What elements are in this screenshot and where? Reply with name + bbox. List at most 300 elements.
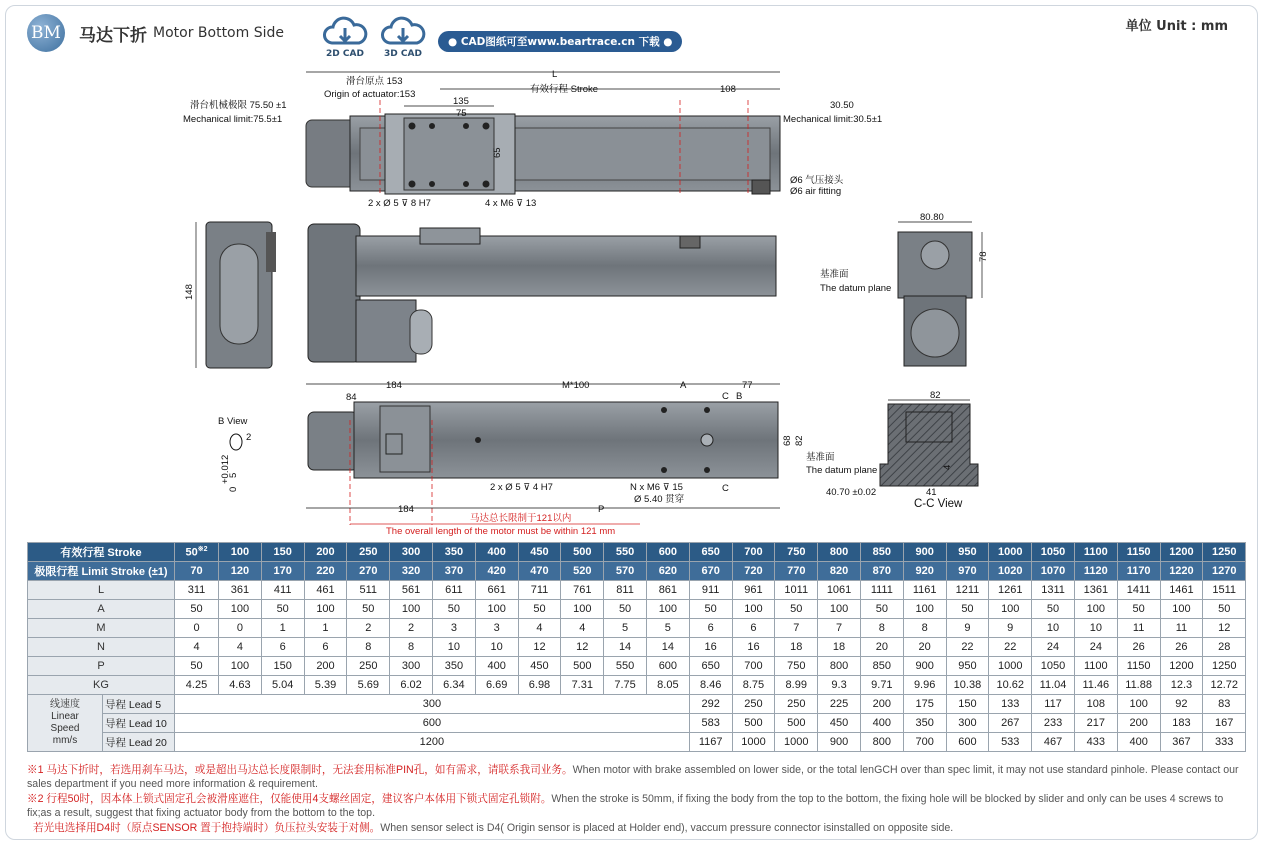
speed-cell: 250 — [732, 695, 775, 714]
stroke-cell: 700 — [732, 543, 775, 562]
table-cell: 8 — [903, 619, 946, 638]
table-cell: 600 — [646, 657, 689, 676]
speed-cell: 300 — [946, 714, 989, 733]
spec-table — [27, 542, 1246, 752]
table-cell: 1011 — [775, 581, 818, 600]
table-cell: 461 — [304, 581, 347, 600]
top-view — [306, 100, 780, 196]
table-cell: 10 — [1074, 619, 1117, 638]
speed-cell: 233 — [1032, 714, 1075, 733]
stroke-cell: 550 — [604, 543, 647, 562]
table-cell: 1 — [261, 619, 304, 638]
table-cell: 50 — [860, 600, 903, 619]
table-cell: 100 — [219, 657, 262, 676]
stroke-cell: 1000 — [989, 543, 1032, 562]
limit-cell: 1020 — [989, 562, 1032, 581]
table-row — [28, 638, 1246, 657]
notes — [27, 764, 1242, 838]
table-cell: 4.25 — [175, 676, 219, 695]
limit-cell: 820 — [818, 562, 861, 581]
limit-cell: 120 — [219, 562, 262, 581]
row-label: KG — [28, 676, 175, 695]
speed-cell: 83 — [1203, 695, 1246, 714]
dim-80: 80.80 — [920, 212, 944, 223]
table-cell: 10.62 — [989, 676, 1032, 695]
page-title-cn: 马达下折 — [79, 25, 147, 46]
speed-cell: 150 — [946, 695, 989, 714]
table-cell: 100 — [304, 600, 347, 619]
table-row — [28, 581, 1246, 600]
table-row — [28, 619, 1246, 638]
table-cell: 1150 — [1117, 657, 1160, 676]
table-cell: 3 — [432, 619, 475, 638]
speed-cell: 533 — [989, 733, 1032, 752]
speed-cell: 108 — [1074, 695, 1117, 714]
page-title-en: Motor Bottom Side — [153, 25, 284, 41]
table-cell: 1361 — [1074, 581, 1117, 600]
table-cell: 50 — [1203, 600, 1246, 619]
table-cell: 10.38 — [946, 676, 989, 695]
limit-cell: 470 — [518, 562, 561, 581]
row-label: A — [28, 600, 175, 619]
table-cell: 24 — [1032, 638, 1075, 657]
b-view-tol: +0.012 — [220, 454, 231, 484]
dim-A: A — [680, 380, 687, 391]
dim-L: L — [552, 69, 558, 80]
table-cell: 50 — [946, 600, 989, 619]
mech-limit-cn: 滑台机械极限 75.50 ±1 — [190, 100, 287, 111]
table-cell: 9 — [989, 619, 1032, 638]
dim-135: 135 — [453, 96, 469, 107]
table-cell: 8 — [860, 619, 903, 638]
speed-cell: 1000 — [775, 733, 818, 752]
table-cell: 4 — [219, 638, 262, 657]
table-cell: 50 — [1032, 600, 1075, 619]
lead-label: 导程 Lead 20 — [103, 733, 175, 752]
speed-cell: 292 — [689, 695, 732, 714]
table-cell: 7 — [818, 619, 861, 638]
stroke-cell: 450 — [518, 543, 561, 562]
table-cell: 1311 — [1032, 581, 1075, 600]
speed-cell: 500 — [732, 714, 775, 733]
table-cell: 6 — [304, 638, 347, 657]
stroke-cell: 650 — [689, 543, 732, 562]
table-cell: 250 — [347, 657, 390, 676]
table-cell: 100 — [903, 600, 946, 619]
speed-cell: 400 — [1117, 733, 1160, 752]
table-cell: 12.3 — [1160, 676, 1203, 695]
table-cell: 1461 — [1160, 581, 1203, 600]
table-cell: 200 — [304, 657, 347, 676]
table-cell: 100 — [390, 600, 433, 619]
cc-view-title: C-C View — [914, 498, 963, 510]
table-cell: 8 — [347, 638, 390, 657]
stroke-cell: 150 — [261, 543, 304, 562]
table-cell: 761 — [561, 581, 604, 600]
table-cell: 22 — [946, 638, 989, 657]
dim-184: 184 — [386, 380, 402, 391]
table-cell: 811 — [604, 581, 647, 600]
stroke-cell: 950 — [946, 543, 989, 562]
table-cell: 1111 — [860, 581, 903, 600]
limit-cell: 1220 — [1160, 562, 1203, 581]
speed-cell: 133 — [989, 695, 1032, 714]
table-cell: 7 — [775, 619, 818, 638]
table-cell: 350 — [432, 657, 475, 676]
table-cell: 611 — [432, 581, 475, 600]
row-label: L — [28, 581, 175, 600]
table-cell: 4 — [561, 619, 604, 638]
table-cell: 9.71 — [860, 676, 903, 695]
speed-cell: 267 — [989, 714, 1032, 733]
note-2: ※2 行程50时，因本体上锁式固定孔会被滑座遮住，仅能使用4支螺丝固定，建议客户本体用下锁式固定孔锁附。When the stroke is 50mm, if fixing the body from the top to the bottom, the fixing hole will be blocked by slider and only can be uses 4 screws to fix;as a result, suggest that fixing actuator body from the bottom to the top. — [27, 793, 1224, 819]
row-label: P — [28, 657, 175, 676]
table-cell: 11.46 — [1074, 676, 1117, 695]
section-C-bottom: C — [722, 483, 729, 494]
datum-cn: 基准面 — [820, 269, 849, 280]
table-cell: 0 — [175, 619, 219, 638]
limit-cell: 920 — [903, 562, 946, 581]
table-cell: 100 — [646, 600, 689, 619]
limit-cell: 320 — [390, 562, 433, 581]
table-cell: 7.31 — [561, 676, 604, 695]
limit-cell: 1070 — [1032, 562, 1075, 581]
stroke-cell: 750 — [775, 543, 818, 562]
mech-limit-r-en: Mechanical limit:30.5±1 — [783, 114, 883, 125]
table-cell: 26 — [1160, 638, 1203, 657]
table-cell: 50 — [775, 600, 818, 619]
table-cell: 150 — [261, 657, 304, 676]
table-cell: 361 — [219, 581, 262, 600]
table-cell: 561 — [390, 581, 433, 600]
stroke-cell: 800 — [818, 543, 861, 562]
table-cell: 400 — [475, 657, 518, 676]
table-cell: 8.46 — [689, 676, 732, 695]
stroke-cell: 100 — [219, 543, 262, 562]
limit-cell: 1120 — [1074, 562, 1117, 581]
limit-cell: 1270 — [1203, 562, 1246, 581]
speed-cell: 1000 — [732, 733, 775, 752]
dim-4070: 40.70 ±0.02 — [826, 487, 877, 498]
table-cell: 311 — [175, 581, 219, 600]
speed-cell: 200 — [860, 695, 903, 714]
table-cell: 20 — [903, 638, 946, 657]
dim-77: 77 — [742, 380, 753, 391]
table-cell: 11 — [1117, 619, 1160, 638]
stroke-cell: 1100 — [1074, 543, 1117, 562]
table-cell: 50 — [1117, 600, 1160, 619]
speed-cell: 600 — [946, 733, 989, 752]
unit-label: 单位 Unit : mm — [1125, 19, 1228, 34]
stroke-cell: 200 — [304, 543, 347, 562]
limit-cell: 870 — [860, 562, 903, 581]
table-cell: 4 — [175, 638, 219, 657]
table-cell: 6.98 — [518, 676, 561, 695]
table-cell: 5 — [646, 619, 689, 638]
speed-merged-cell: 1200 — [175, 733, 690, 752]
speed-cell: 250 — [775, 695, 818, 714]
speed-cell: 333 — [1203, 733, 1246, 752]
table-cell: 1200 — [1160, 657, 1203, 676]
speed-cell: 175 — [903, 695, 946, 714]
table-cell: 12 — [518, 638, 561, 657]
table-cell: 1411 — [1117, 581, 1160, 600]
speed-cell: 467 — [1032, 733, 1075, 752]
limit-cell: 220 — [304, 562, 347, 581]
speed-merged-cell: 600 — [175, 714, 690, 733]
table-cell: 661 — [475, 581, 518, 600]
speed-cell: 900 — [818, 733, 861, 752]
speed-row — [28, 733, 1246, 752]
stroke-header-row — [28, 543, 1246, 562]
stroke-cell: 900 — [903, 543, 946, 562]
stroke-cell: 500 — [561, 543, 604, 562]
stroke-cell: 1250 — [1203, 543, 1246, 562]
table-cell: 800 — [818, 657, 861, 676]
limit-cell: 570 — [604, 562, 647, 581]
table-cell: 7.75 — [604, 676, 647, 695]
table-cell: 10 — [475, 638, 518, 657]
side-view-main — [308, 224, 776, 362]
speed-cell: 583 — [689, 714, 732, 733]
table-cell: 50 — [432, 600, 475, 619]
cad-download-banner[interactable]: ● CAD图纸可至www.beartrace.cn 下载 ● — [438, 31, 682, 52]
mech-limit-en: Mechanical limit:75.5±1 — [183, 114, 283, 125]
limit-cell: 670 — [689, 562, 732, 581]
table-cell: 5.04 — [261, 676, 304, 695]
table-cell: 12 — [1203, 619, 1246, 638]
table-cell: 50 — [175, 657, 219, 676]
dim-78: 78 — [978, 251, 989, 262]
table-cell: 50 — [518, 600, 561, 619]
b-view-5: 5 — [228, 472, 239, 478]
dim-148: 148 — [184, 284, 195, 300]
table-cell: 711 — [518, 581, 561, 600]
dim-68: 68 — [782, 435, 793, 446]
stroke-header: 有效行程 Stroke — [28, 543, 175, 562]
table-row — [28, 676, 1246, 695]
dim-P: P — [598, 504, 605, 515]
table-cell: 18 — [775, 638, 818, 657]
motor-limit-cn: 马达总长限制于121以内 — [470, 513, 572, 524]
origin-en: Origin of actuator:153 — [324, 89, 416, 100]
speed-cell: 450 — [818, 714, 861, 733]
table-cell: 100 — [818, 600, 861, 619]
mech-limit-r-cn: 30.50 — [830, 100, 854, 111]
table-cell: 50 — [261, 600, 304, 619]
limit-cell: 720 — [732, 562, 775, 581]
table-cell: 1211 — [946, 581, 989, 600]
table-cell: 1050 — [1032, 657, 1075, 676]
hole-spec-1: 2 x Ø 5 ⊽ 8 H7 — [368, 198, 431, 209]
view-B-marker: B — [736, 391, 743, 402]
table-cell: 11.04 — [1032, 676, 1075, 695]
dim-108: 108 — [720, 84, 736, 95]
table-cell: 1 — [304, 619, 347, 638]
air-fitting-en: Ø6 air fitting — [790, 186, 842, 197]
table-cell: 16 — [732, 638, 775, 657]
table-cell: 950 — [946, 657, 989, 676]
table-cell: 5.69 — [347, 676, 390, 695]
limit-cell: 420 — [475, 562, 518, 581]
speed-cell: 217 — [1074, 714, 1117, 733]
table-cell: 900 — [903, 657, 946, 676]
table-cell: 50 — [175, 600, 219, 619]
table-cell: 2 — [390, 619, 433, 638]
hole-spec-3: 2 x Ø 5 ⊽ 4 H7 — [490, 482, 553, 493]
speed-cell: 350 — [903, 714, 946, 733]
table-cell: 6.02 — [390, 676, 433, 695]
speed-cell: 433 — [1074, 733, 1117, 752]
bottom-view — [308, 402, 778, 525]
table-cell: 6 — [732, 619, 775, 638]
table-cell: 500 — [561, 657, 604, 676]
table-cell: 11.88 — [1117, 676, 1160, 695]
limit-cell: 520 — [561, 562, 604, 581]
table-cell: 1100 — [1074, 657, 1117, 676]
limit-cell: 170 — [261, 562, 304, 581]
table-cell: 5 — [604, 619, 647, 638]
table-cell: 100 — [219, 600, 262, 619]
table-cell: 9.96 — [903, 676, 946, 695]
table-cell: 9 — [946, 619, 989, 638]
speed-cell: 100 — [1117, 695, 1160, 714]
table-cell: 300 — [390, 657, 433, 676]
stroke-cell: 250 — [347, 543, 390, 562]
row-label: M — [28, 619, 175, 638]
speed-cell: 367 — [1160, 733, 1203, 752]
speed-cell: 200 — [1117, 714, 1160, 733]
speed-label: 线速度 Linear Speed mm/s — [28, 695, 103, 752]
speed-cell: 500 — [775, 714, 818, 733]
limit-header-row — [28, 562, 1246, 581]
table-cell: 16 — [689, 638, 732, 657]
stroke-cell: 600 — [646, 543, 689, 562]
table-cell: 1061 — [818, 581, 861, 600]
dim-65: 65 — [492, 147, 503, 158]
speed-cell: 800 — [860, 733, 903, 752]
hole-spec-5: Ø 5.40 贯穿 — [634, 494, 685, 505]
table-cell: 550 — [604, 657, 647, 676]
table-cell: 8 — [390, 638, 433, 657]
table-cell: 50 — [689, 600, 732, 619]
table-cell: 8.05 — [646, 676, 689, 695]
b-view-title: B View — [218, 416, 248, 427]
datum2-en: The datum plane — [806, 465, 878, 476]
speed-cell: 700 — [903, 733, 946, 752]
speed-row — [28, 714, 1246, 733]
table-cell: 6 — [261, 638, 304, 657]
dim-82: 82 — [794, 435, 805, 446]
table-cell: 50 — [347, 600, 390, 619]
table-cell: 100 — [1160, 600, 1203, 619]
limit-cell: 1170 — [1117, 562, 1160, 581]
table-cell: 24 — [1074, 638, 1117, 657]
note-1: ※1 马达下折时，若选用刹车马达，或是超出马达总长度限制时，无法套用标准PIN孔，如有需求，请联系我司业务。When motor with brake assembled on lower side, or the total lenGCH over than spec limit, it may not use standard pinhole. Please contact our sales department if you need more information & requirement. — [27, 764, 1239, 790]
stroke-cell-first: 50$^{※2}$ — [175, 543, 219, 562]
table-cell: 911 — [689, 581, 732, 600]
hole-spec-4: N x M6 ⊽ 15 — [630, 482, 683, 493]
table-cell: 100 — [989, 600, 1032, 619]
table-cell: 511 — [347, 581, 390, 600]
stroke-cell: 1050 — [1032, 543, 1075, 562]
speed-cell: 167 — [1203, 714, 1246, 733]
table-cell: 750 — [775, 657, 818, 676]
table-cell: 10 — [1032, 619, 1075, 638]
dim-41: 41 — [926, 487, 937, 498]
table-cell: 8.99 — [775, 676, 818, 695]
speed-cell: 92 — [1160, 695, 1203, 714]
table-cell: 6.34 — [432, 676, 475, 695]
table-cell: 450 — [518, 657, 561, 676]
table-row — [28, 657, 1246, 676]
stroke-cell: 1150 — [1117, 543, 1160, 562]
b-view-2: 2 — [246, 432, 252, 443]
table-cell: 6.69 — [475, 676, 518, 695]
table-cell: 411 — [261, 581, 304, 600]
table-cell: 1511 — [1203, 581, 1246, 600]
table-cell: 0 — [219, 619, 262, 638]
stroke-cell: 350 — [432, 543, 475, 562]
table-cell: 14 — [604, 638, 647, 657]
table-cell: 9.3 — [818, 676, 861, 695]
table-cell: 4 — [518, 619, 561, 638]
dim-82-cc: 82 — [930, 390, 941, 401]
table-cell: 100 — [475, 600, 518, 619]
table-cell: 3 — [475, 619, 518, 638]
stroke-label: 有效行程 Stroke — [530, 84, 599, 95]
dim-4: 4 — [942, 464, 953, 470]
limit-cell: 970 — [946, 562, 989, 581]
stroke-cell: 850 — [860, 543, 903, 562]
table-cell: 1161 — [903, 581, 946, 600]
datum-en: The datum plane — [820, 283, 892, 294]
table-cell: 100 — [1074, 600, 1117, 619]
stroke-cell: 300 — [390, 543, 433, 562]
table-cell: 861 — [646, 581, 689, 600]
table-cell: 50 — [604, 600, 647, 619]
table-cell: 850 — [860, 657, 903, 676]
table-cell: 18 — [818, 638, 861, 657]
end-view — [898, 232, 972, 366]
speed-cell: 117 — [1032, 695, 1075, 714]
speed-cell: 1167 — [689, 733, 732, 752]
cc-section — [880, 404, 978, 486]
table-cell: 22 — [989, 638, 1032, 657]
speed-cell: 400 — [860, 714, 903, 733]
row-label: N — [28, 638, 175, 657]
table-cell: 650 — [689, 657, 732, 676]
table-cell: 4.63 — [219, 676, 262, 695]
table-cell: 11 — [1160, 619, 1203, 638]
limit-cell: 370 — [432, 562, 475, 581]
table-cell: 5.39 — [304, 676, 347, 695]
origin-cn: 滑台原点 153 — [346, 76, 403, 87]
air-fitting-cn: Ø6 气压接头 — [790, 175, 844, 186]
table-cell: 1261 — [989, 581, 1032, 600]
note-3: 若光电选择用D4时（原点SENSOR 置于抱持端时）负压拉头安装于对侧。When sensor select is D4( Origin sensor is placed at Holder end), vaccum pressure connector isinstalled on opposite side. — [33, 822, 954, 834]
dim-m100: M*100 — [562, 380, 590, 391]
table-cell: 14 — [646, 638, 689, 657]
speed-cell: 225 — [818, 695, 861, 714]
cad-2d-label: 2D CAD — [326, 49, 364, 59]
cad-3d-label: 3D CAD — [384, 49, 422, 59]
section-C-top: C — [722, 391, 729, 402]
table-cell: 10 — [432, 638, 475, 657]
limit-cell: 70 — [175, 562, 219, 581]
table-cell: 28 — [1203, 638, 1246, 657]
table-cell: 100 — [561, 600, 604, 619]
